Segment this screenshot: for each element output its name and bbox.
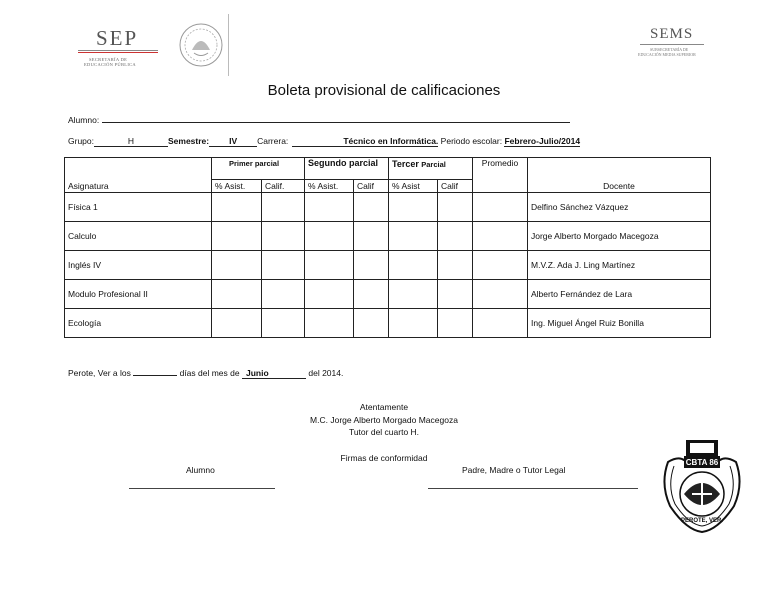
- alumno-signature-line[interactable]: [129, 488, 275, 489]
- grade-cell[interactable]: [438, 251, 473, 280]
- header-p3-asist: % Asist: [389, 180, 438, 193]
- docente-cell: Ing. Miguel Ángel Ruiz Bonilla: [528, 309, 711, 338]
- semestre-value: IV: [209, 136, 257, 147]
- grade-cell[interactable]: [212, 251, 262, 280]
- sems-subtitle-2: EDUCACIÓN MEDIA SUPERIOR: [638, 52, 696, 57]
- grade-cell[interactable]: [212, 222, 262, 251]
- table-row: [65, 251, 711, 280]
- grade-cell[interactable]: [354, 251, 389, 280]
- sep-subtitle-1: SECRETARÍA DE: [89, 57, 128, 62]
- grade-cell[interactable]: [389, 222, 438, 251]
- padre-signature-line[interactable]: [428, 488, 638, 489]
- grade-cell[interactable]: [389, 280, 438, 309]
- alumno-label: Alumno:: [68, 115, 100, 125]
- grade-cell[interactable]: [438, 222, 473, 251]
- header-primer-parcial: [212, 158, 305, 180]
- grade-cell[interactable]: [438, 193, 473, 222]
- tutor-text: Tutor del cuarto H.: [348, 427, 420, 437]
- header-p3-calif: Calif: [438, 180, 473, 193]
- fecha-prefix: Perote, Ver a los: [68, 368, 131, 378]
- sems-subtitle-1: SUBSECRETARÍA DE: [650, 47, 689, 52]
- docente-cell: Delfino Sánchez Vázquez: [528, 193, 711, 222]
- grades-table: [64, 157, 711, 338]
- grade-cell[interactable]: [262, 280, 305, 309]
- header-blank: [65, 158, 212, 180]
- header-tercer-parcial: [389, 158, 473, 180]
- grade-cell[interactable]: [262, 222, 305, 251]
- padre-sign-label: Padre, Madre o Tutor Legal: [462, 465, 566, 475]
- fecha-row: [68, 366, 343, 379]
- grade-cell[interactable]: [305, 280, 354, 309]
- alumno-sign-label: Alumno: [186, 465, 215, 475]
- page-title-text: Boleta provisional de calificaciones: [267, 82, 501, 99]
- promedio-cell[interactable]: [473, 309, 528, 338]
- maestro-name: M.C. Jorge Alberto Morgado Macegoza: [310, 415, 458, 425]
- alumno-row: [68, 113, 570, 125]
- grupo-label: Grupo:: [68, 136, 94, 146]
- promedio-cell[interactable]: [473, 251, 528, 280]
- grade-cell[interactable]: [305, 309, 354, 338]
- sep-logo-rule-red: [78, 52, 158, 53]
- sep-logo-text: SEP: [96, 26, 139, 50]
- table-row: [65, 193, 711, 222]
- header-blank-docente: [528, 158, 711, 180]
- header-p2-asist: % Asist.: [305, 180, 354, 193]
- grade-cell[interactable]: [389, 193, 438, 222]
- table-row: [65, 222, 711, 251]
- carrera-value: Técnico en Informática.: [292, 136, 438, 147]
- carrera-label: Carrera:: [257, 136, 289, 146]
- header-asignatura: Asignatura: [65, 180, 212, 193]
- grade-cell[interactable]: [212, 280, 262, 309]
- table-row: [65, 309, 711, 338]
- grade-cell[interactable]: [389, 309, 438, 338]
- sep-subtitle-2: EDUCACIÓN PÚBLICA: [84, 62, 136, 67]
- periodo-label: Periodo escolar:: [440, 136, 503, 146]
- semestre-label: Semestre:: [168, 136, 210, 146]
- fecha-suffix: del 2014.: [308, 368, 344, 378]
- national-seal-icon: [178, 22, 224, 68]
- grade-cell[interactable]: [262, 251, 305, 280]
- sems-logo-text: SEMS: [650, 26, 694, 42]
- page-title: [0, 82, 768, 99]
- seal-bottom-text: PEROTE, VER.: [680, 518, 724, 524]
- header-p1-asist: % Asist.: [212, 180, 262, 193]
- fecha-middle: días del mes de: [179, 368, 240, 378]
- mes-field: [242, 368, 306, 379]
- grade-cell[interactable]: [389, 251, 438, 280]
- header-tercer-text: Tercer: [392, 159, 419, 169]
- grade-cell[interactable]: [262, 193, 305, 222]
- docente-cell: Alberto Fernández de Lara: [528, 280, 711, 309]
- grupo-value: H: [94, 136, 168, 147]
- header-p1-calif: Calif.: [262, 180, 305, 193]
- header-primer-parcial-text: Primer parcial: [229, 159, 280, 168]
- grade-cell[interactable]: [354, 193, 389, 222]
- asignatura-cell: Inglés IV: [65, 251, 212, 280]
- asignatura-cell: Modulo Profesional II: [65, 280, 212, 309]
- grade-cell[interactable]: [305, 193, 354, 222]
- periodo-value: Febrero-Julio/2014: [504, 136, 581, 146]
- grade-cell[interactable]: [212, 309, 262, 338]
- sems-logo-rule: [640, 44, 704, 45]
- promedio-cell[interactable]: [473, 222, 528, 251]
- header-docente: Docente: [528, 180, 711, 193]
- seal-top-text: CBTA 86: [685, 458, 719, 467]
- grade-cell[interactable]: [305, 251, 354, 280]
- alumno-field[interactable]: [102, 113, 570, 123]
- grade-cell[interactable]: [438, 309, 473, 338]
- dia-field[interactable]: [133, 366, 177, 376]
- grade-cell[interactable]: [438, 280, 473, 309]
- promedio-cell[interactable]: [473, 280, 528, 309]
- header-segundo-parcial: Segundo parcial: [305, 158, 389, 180]
- grade-cell[interactable]: [354, 309, 389, 338]
- info-row: [68, 136, 580, 147]
- header-tercer-small: Parcial: [421, 160, 446, 169]
- firmas-text: Firmas de conformidad: [340, 453, 428, 463]
- grade-cell[interactable]: [354, 280, 389, 309]
- asignatura-cell: Ecología: [65, 309, 212, 338]
- header-p2-calif: Calif: [354, 180, 389, 193]
- sep-logo-rule: [78, 50, 158, 51]
- atentamente-text: Atentamente: [359, 402, 409, 412]
- grade-cell[interactable]: [354, 222, 389, 251]
- asignatura-cell: Calculo: [65, 222, 212, 251]
- promedio-cell[interactable]: [473, 193, 528, 222]
- school-seal-icon: [656, 434, 748, 536]
- docente-cell: Jorge Alberto Morgado Macegoza: [528, 222, 711, 251]
- asignatura-cell: Física 1: [65, 193, 212, 222]
- docente-cell: M.V.Z. Ada J. Ling Martínez: [528, 251, 711, 280]
- header-promedio: Promedio: [473, 158, 528, 193]
- grade-cell[interactable]: [305, 222, 354, 251]
- mes-value: Junio: [245, 368, 269, 378]
- grade-cell[interactable]: [212, 193, 262, 222]
- grade-cell[interactable]: [262, 309, 305, 338]
- table-row: [65, 280, 711, 309]
